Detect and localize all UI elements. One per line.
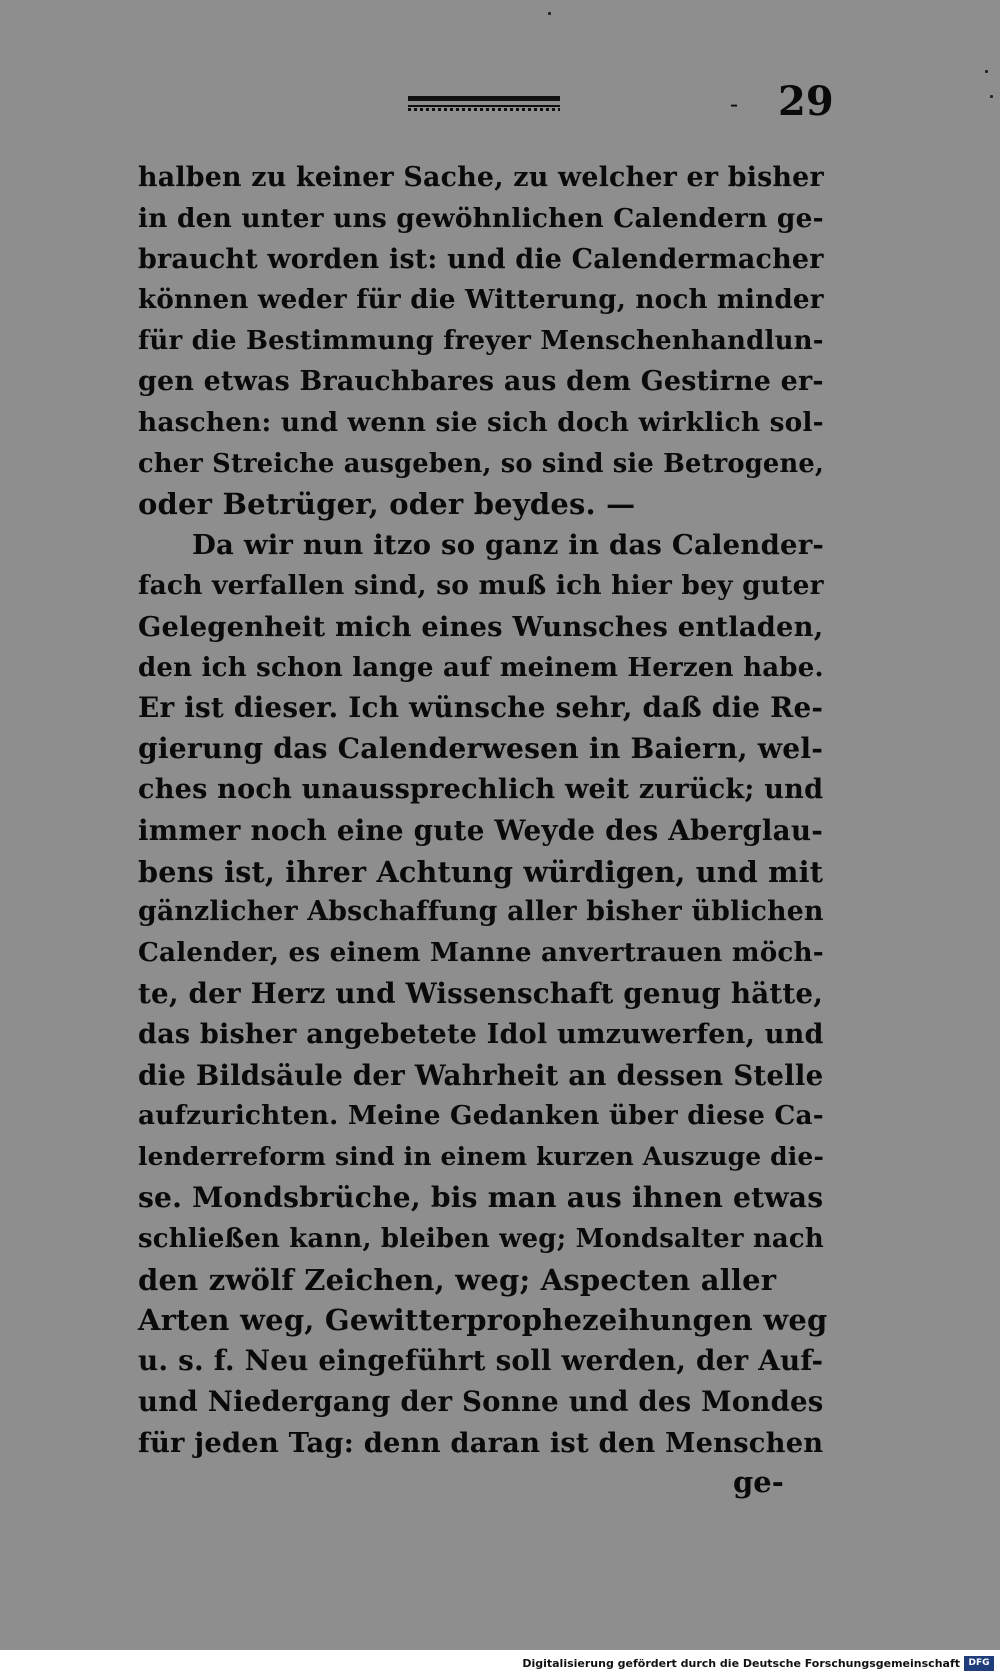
text-line: haschen: und wenn sie sich doch wirklich sol- [138, 406, 824, 438]
text-line: das bisher angebetete Idol umzuwerfen, und [138, 1018, 824, 1050]
text-line: ches noch unaussprechlich weit zurück; und [138, 773, 824, 805]
text-line: cher Streiche ausgeben, so sind sie Betrogene, [138, 448, 825, 479]
page-number: 29 [778, 78, 834, 125]
text-line: Er ist dieser. Ich wünsche sehr, daß die Re- [138, 691, 824, 725]
text-line: gierung das Calenderwesen in Baiern, wel- [138, 732, 824, 766]
text-line: Arten weg, Gewitterprophezeihungen weg [138, 1303, 828, 1338]
text-line: lenderreform sind in einem kurzen Auszuge die- [138, 1142, 825, 1172]
text-line: braucht worden ist: und die Calendermacher [138, 243, 824, 275]
text-line: se. Mondsbrüche, bis man aus ihnen etwas [138, 1180, 824, 1214]
text-line: den zwölf Zeichen, weg; Aspecten aller [138, 1262, 777, 1297]
text-line: immer noch eine gute Weyde des Aberglau- [138, 813, 823, 847]
header-rule-dotted-line [408, 108, 560, 111]
text-line: schließen kann, bleiben weg; Mondsalter nach [138, 1223, 824, 1254]
header-rule-thin-line [408, 105, 560, 107]
text-line: aufzurichten. Meine Gedanken über diese Ca- [138, 1100, 824, 1132]
text-line: die Bildsäule der Wahrheit an dessen Stelle [138, 1058, 824, 1092]
scan-speck [548, 12, 551, 15]
footer-credit: Digitalisierung gefördert durch die Deutsche Forschungsgemeinschaft [522, 1657, 960, 1670]
catchword: ge- [733, 1465, 784, 1499]
text-line: in den unter uns gewöhnlichen Calendern ge- [138, 202, 824, 234]
text-line: oder Betrüger, oder beydes. — [138, 487, 636, 522]
text-line: Calender, es einem Manne anvertrauen möch- [138, 937, 824, 969]
text-line: halben zu keiner Sache, zu welcher er bisher [138, 162, 824, 193]
text-line: und Niedergang der Sonne und des Mondes [138, 1385, 824, 1418]
text-line: Gelegenheit mich eines Wunsches entladen, [138, 610, 824, 643]
text-line: te, der Herz und Wissenschaft genug hätte, [138, 976, 824, 1010]
text-line: bens ist, ihrer Achtung würdigen, und mit [138, 854, 824, 889]
header-ornament-rule [408, 96, 560, 112]
text-line: für die Bestimmung freyer Menschenhandlun- [138, 326, 824, 357]
text-line: Da wir nun itzo so ganz in das Calender- [192, 529, 825, 562]
text-line: für jeden Tag: denn daran ist den Menschen [138, 1426, 824, 1459]
text-line: gen etwas Brauchbares aus dem Gestirne er- [138, 365, 824, 397]
text-line: fach verfallen sind, so muß ich hier bey guter [138, 569, 824, 601]
text-line: gänzlicher Abschaffung aller bisher üblichen [138, 896, 824, 928]
scan-speck [985, 70, 988, 73]
text-line: den ich schon lange auf meinem Herzen habe. [138, 652, 824, 683]
dfg-logo: DFG [964, 1656, 994, 1671]
digitization-footer [0, 1650, 1000, 1678]
text-line: können weder für die Witterung, noch minder [138, 284, 824, 316]
text-line: u. s. f. Neu eingeführt soll werden, der Auf- [138, 1344, 824, 1378]
header-rule-thick-line [408, 96, 560, 101]
header-tick-mark: - [730, 90, 739, 118]
scan-speck [990, 95, 993, 98]
body-text [138, 158, 830, 1464]
